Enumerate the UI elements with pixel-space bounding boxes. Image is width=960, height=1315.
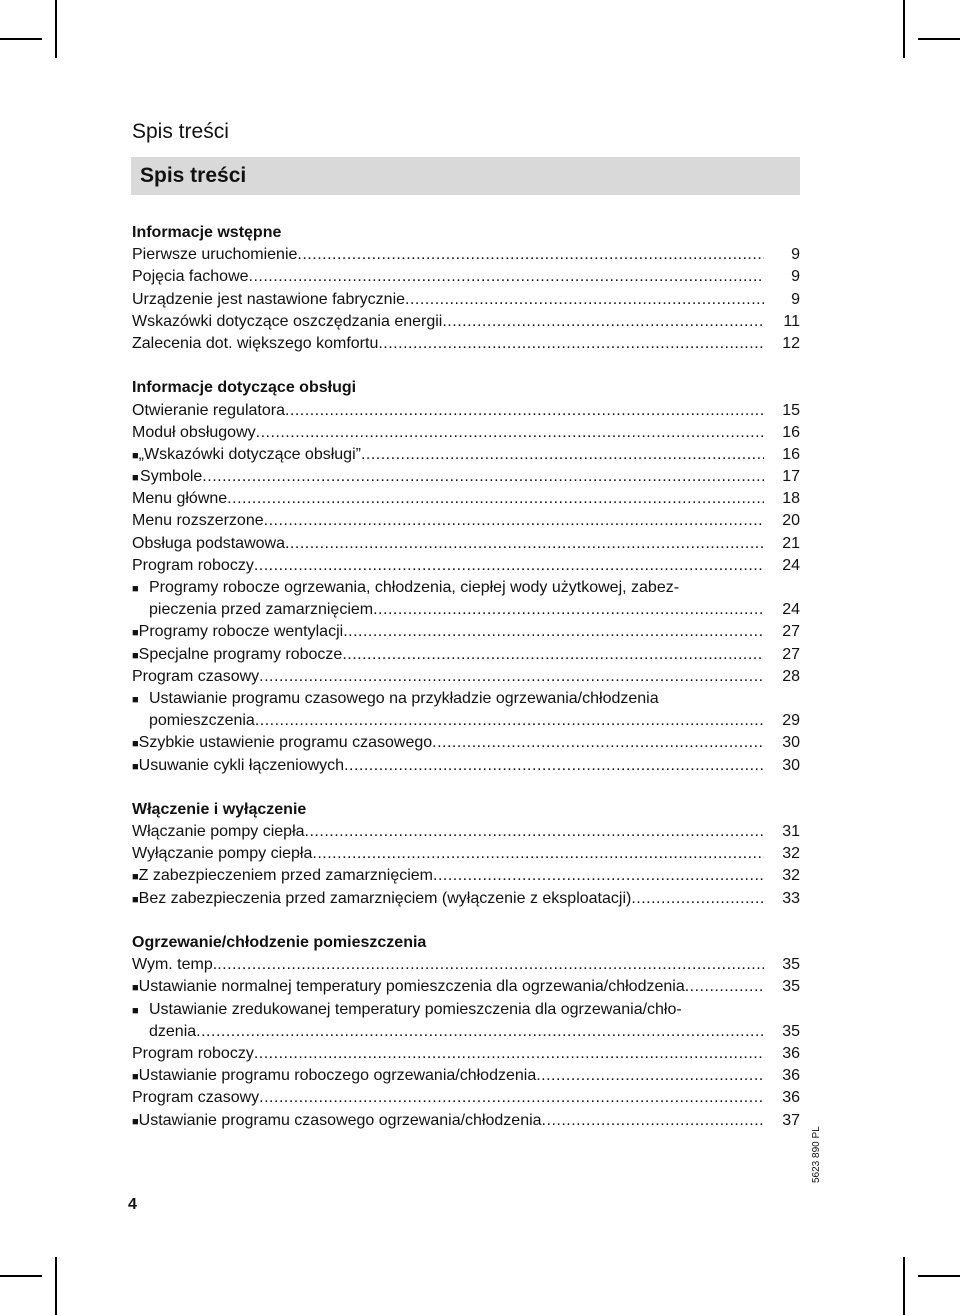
square-bullet-icon: ■	[132, 1004, 139, 1017]
toc-entry-text: Wskazówki dotyczące oszczędzania energii	[132, 312, 443, 330]
toc-entry[interactable]	[132, 888, 800, 910]
section-heading: Informacje wstępne	[132, 224, 282, 241]
toc-entry[interactable]	[132, 333, 800, 355]
toc-page-number: 24	[782, 556, 800, 574]
toc-entry-text: Wyłączanie pompy ciepła	[132, 845, 313, 863]
toc-page-number: 32	[782, 845, 800, 863]
toc-entry-text: Program roboczy	[132, 556, 254, 574]
toc-entry-text: Pojęcia fachowe	[132, 268, 249, 286]
dot-leader	[361, 444, 764, 466]
section-heading: Włączenie i wyłączenie	[132, 800, 307, 818]
toc-entry-text: Programy robocze wentylacji	[138, 623, 344, 641]
toc-page-number: 12	[782, 334, 800, 352]
square-bullet-icon: ■	[132, 693, 139, 706]
dot-leader	[285, 400, 764, 422]
toc-page-number: 16	[782, 445, 800, 463]
toc-entry[interactable]	[132, 621, 800, 643]
toc-entry-text: Specjalne programy robocze	[138, 645, 343, 663]
toc-entry[interactable]	[132, 400, 800, 422]
toc-page-number: 9	[791, 290, 800, 308]
toc-entry-text: Zalecenia dot. większego komfortu	[132, 334, 379, 352]
toc-page-number: 36	[782, 1089, 800, 1107]
dot-leader	[217, 954, 764, 976]
square-bullet-icon: ■	[132, 871, 139, 884]
toc-page-number: 17	[782, 468, 800, 486]
toc-page-number: 37	[782, 1111, 800, 1129]
square-bullet-icon: ■	[132, 738, 139, 751]
dot-leader	[432, 732, 764, 754]
toc-entry[interactable]	[132, 755, 800, 777]
square-bullet-icon: ■	[132, 649, 139, 662]
dot-leader	[442, 311, 764, 333]
square-bullet-icon: ■	[132, 627, 139, 640]
toc-entry-text: Włączanie pompy ciepła	[132, 823, 305, 841]
toc-page-number: 28	[782, 667, 800, 685]
toc-page-number: 27	[782, 623, 800, 641]
toc-entry-text: Ustawianie programu roboczego ogrzewania/chłodzenia	[138, 1067, 537, 1085]
toc-page-number: 16	[782, 423, 800, 441]
section-heading: Informacje dotyczące obsługi	[132, 379, 357, 397]
square-bullet-icon: ■	[132, 472, 139, 485]
toc-page-number: 33	[782, 889, 800, 907]
square-bullet-icon: ■	[132, 982, 139, 995]
square-bullet-icon: ■	[132, 893, 139, 906]
toc-entry-continuation[interactable]	[132, 710, 800, 732]
toc-entry-text: Menu główne	[132, 490, 228, 508]
toc-entry[interactable]	[132, 821, 800, 843]
section-gap	[132, 777, 800, 799]
dot-leader	[305, 821, 764, 843]
dot-leader	[254, 555, 764, 577]
table-of-contents	[132, 222, 800, 1132]
toc-entry-text: Urządzenie jest nastawione fabrycznie	[132, 290, 406, 308]
toc-entry-text: Ustawianie normalnej temperatury pomieszczenia dla ogrzewania/chłodzenia	[138, 978, 685, 996]
running-title: Spis treści	[132, 120, 229, 143]
toc-page-number: 11	[783, 312, 800, 330]
toc-entry[interactable]	[132, 466, 800, 488]
dot-leader	[312, 843, 764, 865]
toc-page-number: 35	[782, 1022, 800, 1040]
toc-page-number: 35	[782, 956, 800, 974]
square-bullet-icon: ■	[132, 1115, 139, 1128]
toc-page-number: 27	[782, 645, 800, 663]
toc-entry[interactable]	[132, 1065, 800, 1087]
toc-entry-text: Ustawianie programu czasowego ogrzewania/chłodzenia	[138, 1111, 542, 1129]
page-title-bar	[131, 157, 800, 195]
toc-entry[interactable]	[132, 954, 800, 976]
toc-entry-text: Ustawianie programu czasowego na przykładzie ogrzewania/chłodzenia	[149, 689, 659, 707]
toc-entry-text: Szybkie ustawienie programu czasowego	[138, 734, 433, 752]
toc-page-number: 18	[782, 490, 800, 508]
square-bullet-icon: ■	[132, 760, 139, 773]
toc-entry[interactable]	[132, 1043, 800, 1065]
toc-entry-text: Otwieranie regulatora	[132, 401, 285, 419]
toc-entry-text: Moduł obsługowy	[132, 423, 256, 441]
page-title: Spis treści	[140, 164, 247, 187]
toc-page-number: 35	[782, 978, 800, 996]
toc-page-number: 21	[782, 534, 800, 552]
dot-leader	[542, 1110, 764, 1132]
toc-entry[interactable]	[132, 843, 800, 865]
toc-entry[interactable]	[132, 1110, 800, 1132]
toc-page-number: 36	[782, 1067, 800, 1085]
dot-leader	[249, 266, 764, 288]
toc-entry[interactable]	[132, 533, 800, 555]
dot-leader	[259, 1087, 764, 1109]
toc-page-number: 24	[782, 601, 800, 619]
toc-entry[interactable]	[132, 666, 800, 688]
toc-entry[interactable]	[132, 644, 800, 666]
toc-entry[interactable]	[132, 488, 800, 510]
toc-entry[interactable]	[132, 311, 800, 333]
dot-leader	[285, 533, 764, 555]
toc-entry-text: Usuwanie cykli łączeniowych	[138, 756, 345, 774]
toc-entry[interactable]	[132, 555, 800, 577]
section-gap	[132, 355, 800, 377]
dot-leader	[227, 488, 764, 510]
toc-page-number: 29	[782, 712, 800, 730]
toc-entry-text: Programy robocze ogrzewania, chłodzenia, ciepłej wody użytkowej, zabez-	[149, 579, 680, 596]
toc-entry-text: Ustawianie zredukowanej temperatury pomieszczenia dla ogrzewania/chło-	[149, 1000, 682, 1018]
toc-page-number: 36	[782, 1044, 800, 1062]
toc-entry-text: Wym. temp.	[132, 956, 218, 974]
document-code: 5623 890 PL	[811, 1126, 822, 1183]
toc-entry-text: Program czasowy	[132, 667, 260, 685]
toc-entry-continuation[interactable]	[132, 1021, 800, 1043]
toc-entry-text: pieczenia przed zamarznięciem	[149, 601, 374, 619]
square-bullet-icon: ■	[132, 1071, 139, 1084]
dot-leader	[344, 755, 764, 777]
toc-entry-text: Program roboczy	[132, 1044, 254, 1062]
toc-page-number: 9	[791, 268, 800, 286]
toc-entry[interactable]	[132, 244, 800, 266]
toc-entry-text: Program czasowy	[132, 1089, 260, 1107]
toc-entry[interactable]	[132, 688, 800, 710]
toc-entry-text: „Wskazówki dotyczące obsługi”	[138, 445, 361, 463]
dot-leader	[202, 466, 764, 488]
toc-entry[interactable]	[132, 865, 800, 887]
square-bullet-icon: ■	[132, 449, 139, 462]
dot-leader	[259, 666, 764, 688]
toc-entry[interactable]	[132, 976, 800, 998]
toc-page-number: 31	[782, 823, 800, 841]
dot-leader	[342, 644, 764, 666]
toc-entry-text: dzenia	[149, 1022, 197, 1040]
toc-page-number: 30	[782, 734, 800, 752]
dot-leader	[373, 599, 764, 621]
dot-leader	[631, 888, 764, 910]
toc-entry[interactable]	[132, 732, 800, 754]
toc-page-number: 15	[782, 401, 800, 419]
section-heading: Ogrzewanie/chłodzenie pomieszczenia	[132, 934, 427, 951]
dot-leader	[685, 976, 764, 998]
dot-leader	[343, 621, 764, 643]
square-bullet-icon: ■	[132, 583, 139, 595]
dot-leader	[433, 865, 764, 887]
toc-entry[interactable]	[132, 999, 800, 1021]
toc-entry[interactable]	[132, 577, 800, 599]
toc-entry[interactable]	[132, 1087, 800, 1109]
section-gap	[132, 910, 800, 932]
dot-leader	[378, 333, 764, 355]
toc-entry-text: Z zabezpieczeniem przed zamarznięciem	[138, 867, 433, 885]
dot-leader	[264, 510, 764, 532]
dot-leader	[196, 1021, 764, 1043]
toc-entry[interactable]	[132, 510, 800, 532]
toc-page-number: 30	[782, 756, 800, 774]
toc-entry[interactable]	[132, 266, 800, 288]
toc-entry-text: Obsługa podstawowa	[132, 534, 285, 552]
dot-leader	[255, 710, 764, 732]
toc-page-number: 32	[782, 867, 800, 885]
toc-entry-text: Menu rozszerzone	[132, 512, 264, 530]
dot-leader	[405, 289, 764, 311]
dot-leader	[256, 422, 764, 444]
dot-leader	[536, 1065, 764, 1087]
page-number: 4	[128, 1196, 137, 1213]
toc-entry-text: Pierwsze uruchomienie	[132, 246, 298, 264]
toc-page-number: 9	[791, 246, 800, 264]
toc-entry-text: Symbole	[140, 468, 203, 486]
toc-entry-continuation[interactable]	[132, 599, 800, 621]
dot-leader	[254, 1043, 764, 1065]
toc-entry[interactable]	[132, 289, 800, 311]
dot-leader	[297, 244, 764, 266]
toc-entry-text: pomieszczenia	[149, 712, 255, 730]
toc-page-number: 20	[782, 512, 800, 530]
toc-entry-text: Bez zabezpieczenia przed zamarznięciem (wyłączenie z eksploatacji)	[138, 889, 632, 907]
toc-entry[interactable]	[132, 444, 800, 466]
toc-entry[interactable]	[132, 422, 800, 444]
